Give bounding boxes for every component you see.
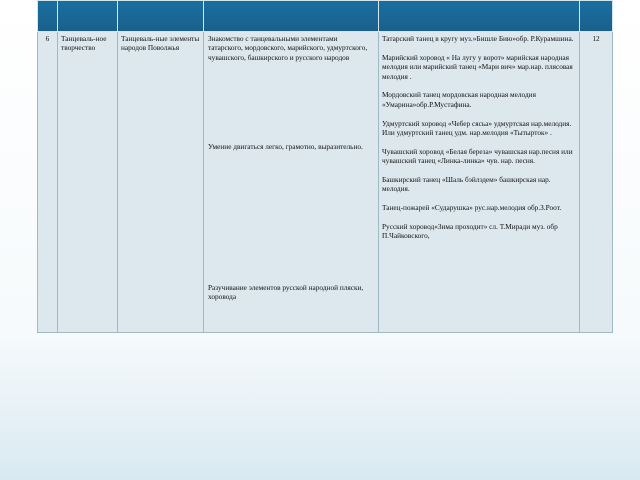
content-cell xyxy=(204,32,379,333)
repertoire-item: Татарский танец в кругу муз.»Бишле Бию»обр. Р.Курамшина. xyxy=(382,34,574,43)
content-skill: Умение двигаться легко, грамотно, выразительно. xyxy=(208,142,363,151)
section-cell xyxy=(58,32,118,333)
topic-cell xyxy=(118,32,204,333)
table-row xyxy=(38,32,613,333)
repertoire-item: Чувашский хоровод «Белая береза» чувашская нар.песня или чувашский танец «Линка-линка» чув. нар. песня. xyxy=(382,146,573,166)
section-name: Танцеваль-ное творчество xyxy=(61,34,107,53)
repertoire-item: Башкирский танец «Шаль бэйлэдем» башкирская нар. мелодия. xyxy=(382,175,551,194)
header-cell xyxy=(580,1,613,32)
table-header-row xyxy=(38,1,613,32)
header-cell xyxy=(38,1,58,32)
repertoire-item: Удмуртский хоровод «Чебер сясьа» удмуртская нар.мелодия. Или удмуртский танец удм. нар.мелодия «Тытырток» . xyxy=(382,118,572,138)
header-cell xyxy=(379,1,580,32)
repertoire-item: Мордовский танец мордовская народная мелодия «Умарина»обр.Р.Мустафина. xyxy=(382,90,536,109)
content-intro: Знакомство с танцевальными элементами татарского, мордовского, марийского, удмуртского, чувашского, башкирского и русского народов xyxy=(208,34,368,62)
row-number-cell xyxy=(38,32,58,333)
repertoire-cell xyxy=(379,32,580,333)
content-learning: Разучивание элементов русской народной пляски, хоровода xyxy=(208,283,364,302)
header-cell xyxy=(204,1,379,32)
repertoire-list xyxy=(379,32,579,243)
hours-cell xyxy=(580,32,613,333)
row-number: 6 xyxy=(45,34,50,43)
topic-name: Танцеваль-ные элементы народов Поволжья xyxy=(121,34,200,53)
repertoire-item: Танец-пожарей «Сударушка» рус.нар.мелодия обр.З.Роот. xyxy=(382,203,562,213)
curriculum-table xyxy=(37,0,613,333)
repertoire-item: Русский хоровод«Зима проходит» сл. Т.Миради муз. обр П.Чайковского, xyxy=(382,222,558,241)
header-cell xyxy=(58,1,118,32)
repertoire-item: Марийский хоровод « На лугу у ворот» марийская народная мелодия или марийский танец «Мари вич» мар.нар. плясовая мелодия . xyxy=(382,52,573,81)
header-cell xyxy=(118,1,204,32)
hours-value: 12 xyxy=(592,34,600,43)
